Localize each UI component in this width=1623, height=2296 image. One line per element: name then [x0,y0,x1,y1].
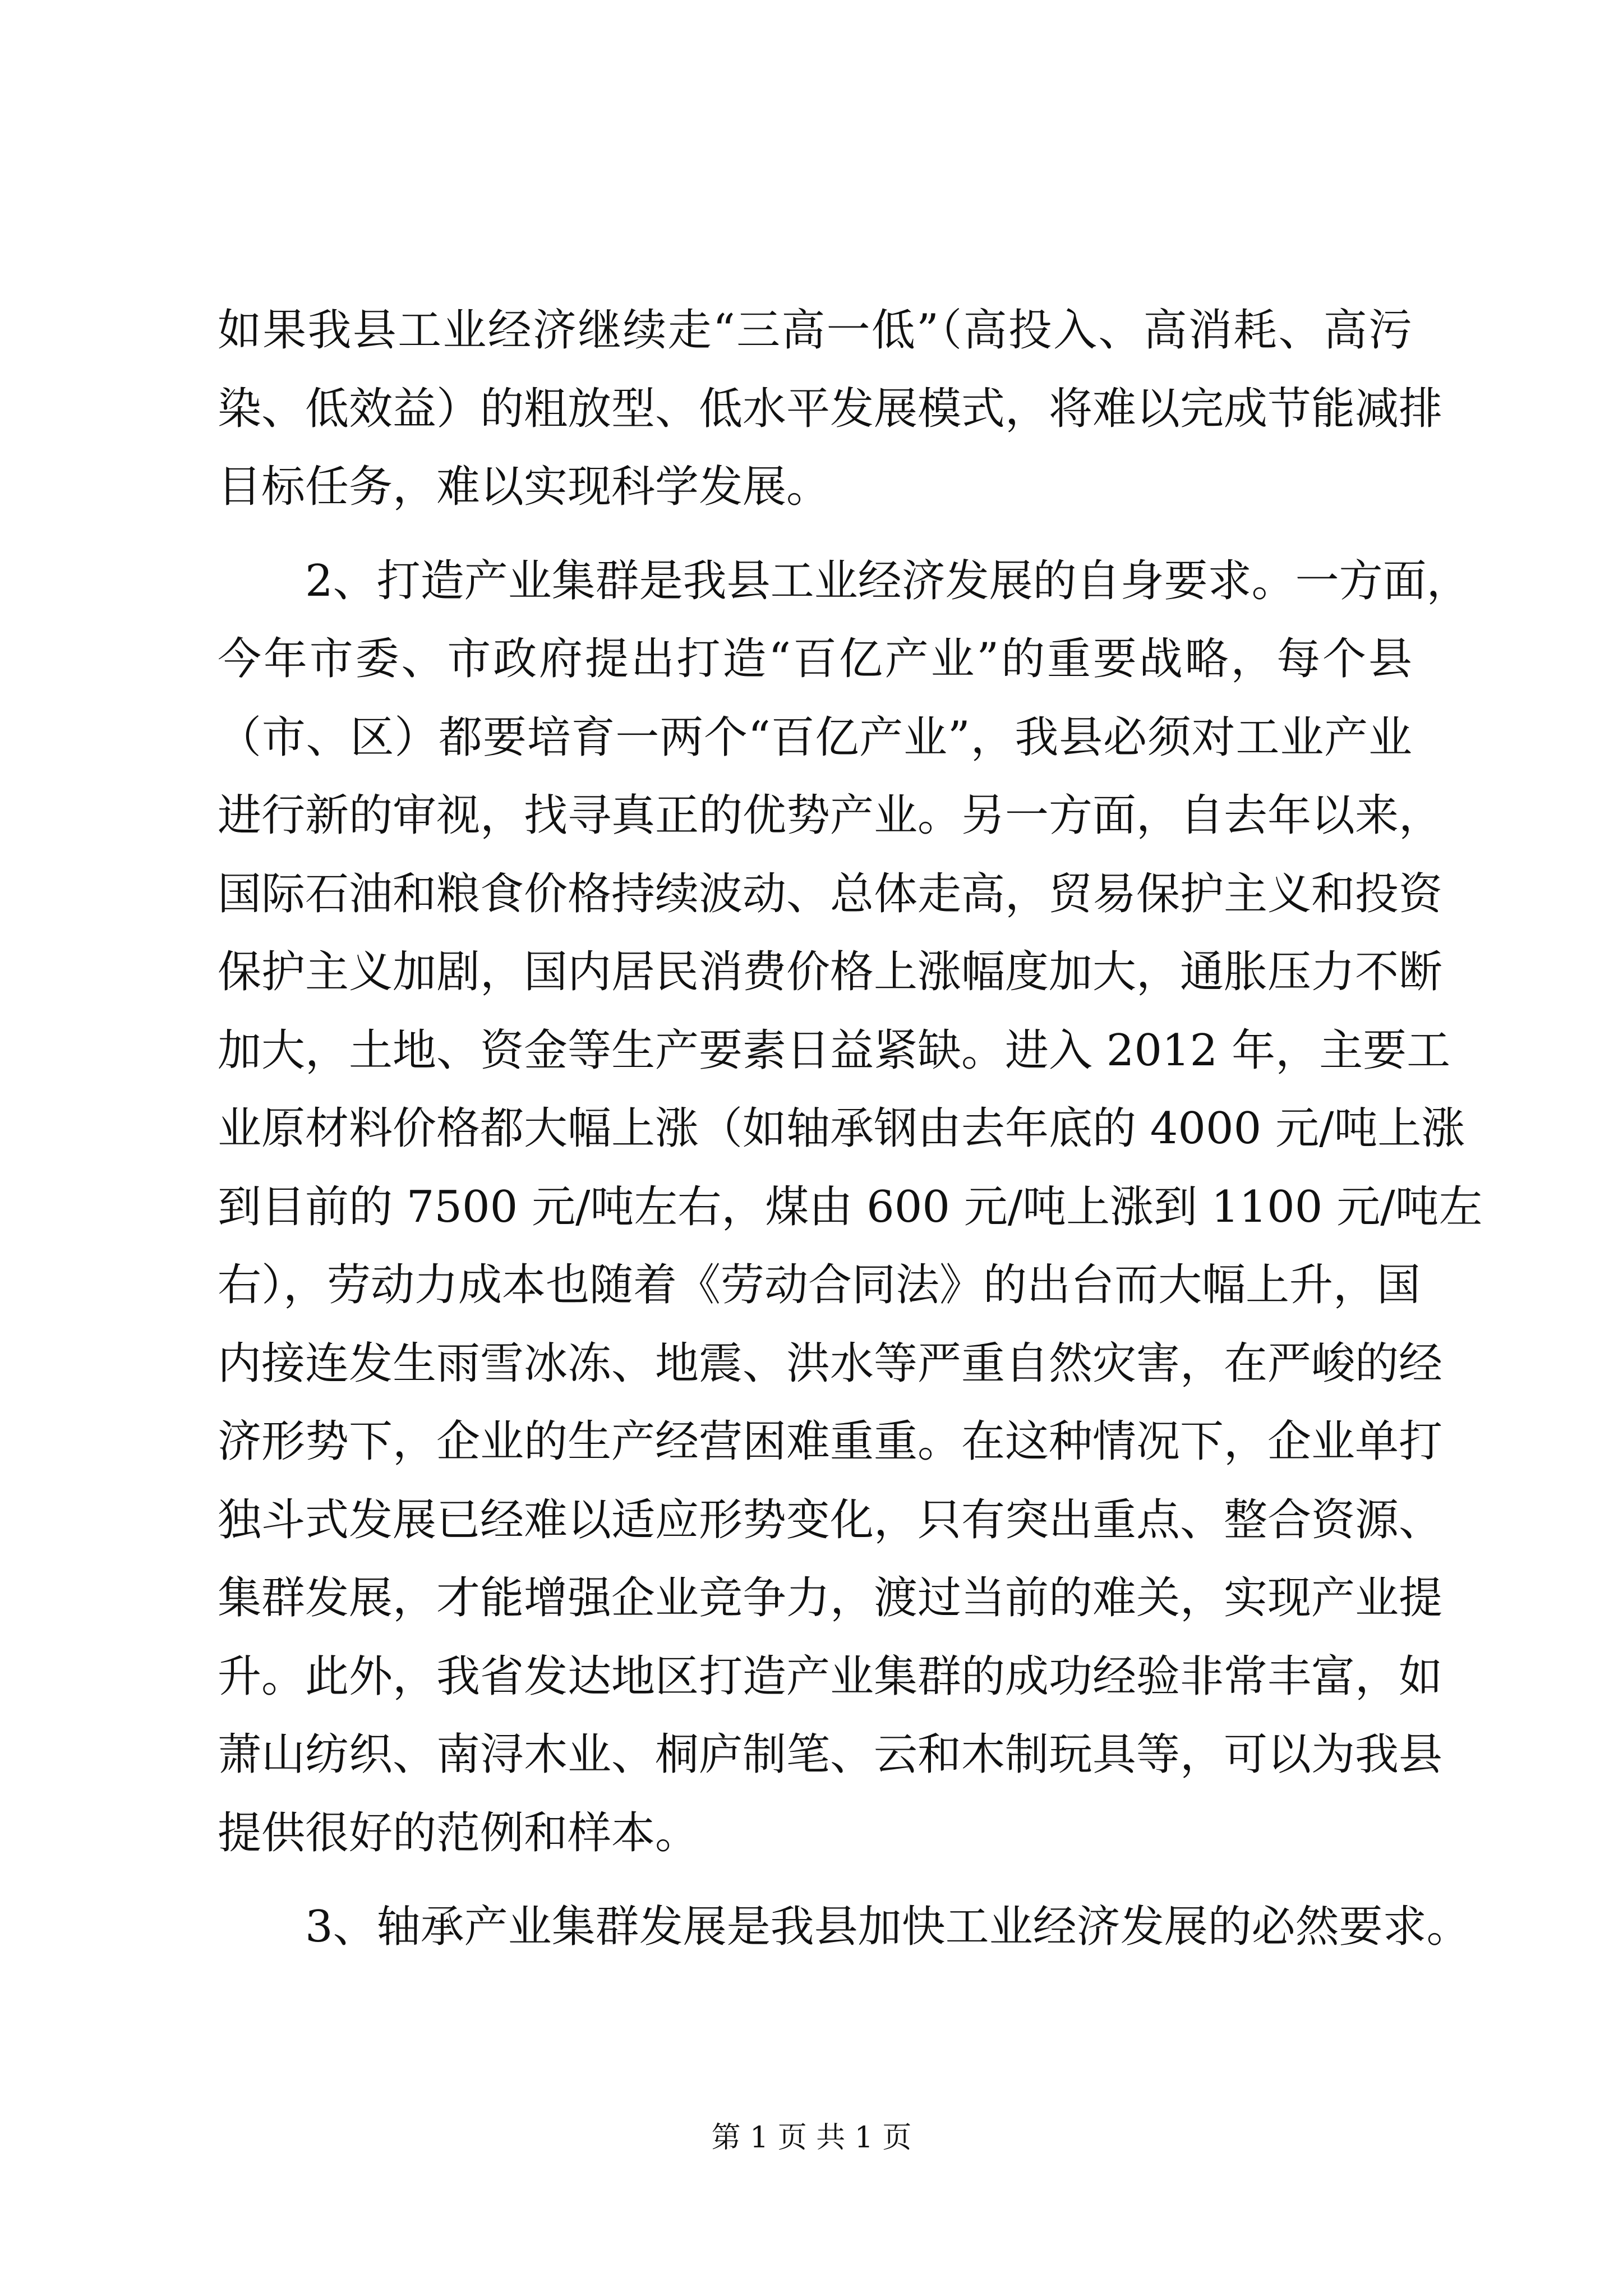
text-line: 保护主义加剧，国内居民消费价格上涨幅度加大，通胀压力不断 [218,947,1443,997]
text-line: 到目前的 7500 元/吨左右，煤由 600 元/吨上涨到 1100 元/吨左 [218,1181,1483,1232]
text-line: 目标任务，难以实现科学发展。 [218,462,831,512]
paragraph-gap [218,1872,1412,1888]
text-line: 国际石油和粮食价格持续波动、总体走高，贸易保护主义和投资 [218,868,1443,919]
text-line: 业原材料价格都大幅上涨（如轴承钢由去年底的 4000 元/吨上涨 [218,1103,1465,1154]
text-line: 升。此外，我省发达地区打造产业集群的成功经验非常丰富，如 [218,1651,1443,1702]
text-line: 加大，土地、资金等生产要素日益紧缺。进入 2012 年，主要工 [218,1025,1451,1076]
text-line: 染、低效益）的粗放型、低水平发展模式，将难以完成节能减排 [218,383,1443,434]
text-line: 3、轴承产业集群发展是我县加快工业经济发展的必然要求。 [218,1902,1470,1952]
text-line: （市、区）都要培育一两个“百亿产业”，我县必须对工业产业 [218,712,1412,763]
text-line: 如果我县工业经济继续走“三高一低”（高投入、高消耗、高污 [218,305,1412,356]
text-line: 2、打造产业集群是我县工业经济发展的自身要求。一方面， [218,555,1470,606]
paragraph-gap [218,527,1412,542]
text-line: 今年市委、市政府提出打造“百亿产业”的重要战略，每个县 [218,634,1412,684]
page-footer: 第 1 页 共 1 页 [711,2121,912,2155]
text-line: 萧山纺织、南浔木业、桐庐制笔、云和木制玩具等，可以为我县 [218,1729,1443,1780]
text-line: 右），劳动力成本也随着《劳动合同法》的出台而大幅上升，国 [218,1260,1421,1310]
text-line: 独斗式发展已经难以适应形势变化，只有突出重点、整合资源、 [218,1494,1443,1545]
text-line: 集群发展，才能增强企业竞争力，渡过当前的难关，实现产业提 [218,1573,1443,1623]
text-line: 提供很好的范例和样本。 [218,1807,699,1858]
text-line: 内接连发生雨雪冰冻、地震、洪水等严重自然灾害，在严峻的经 [218,1338,1443,1389]
body-text [218,292,1483,1967]
text-line: 济形势下，企业的生产经营困难重重。在这种情况下，企业单打 [218,1416,1443,1467]
text-line: 进行新的审视，找寻真正的优势产业。另一方面，自去年以来， [218,790,1443,841]
